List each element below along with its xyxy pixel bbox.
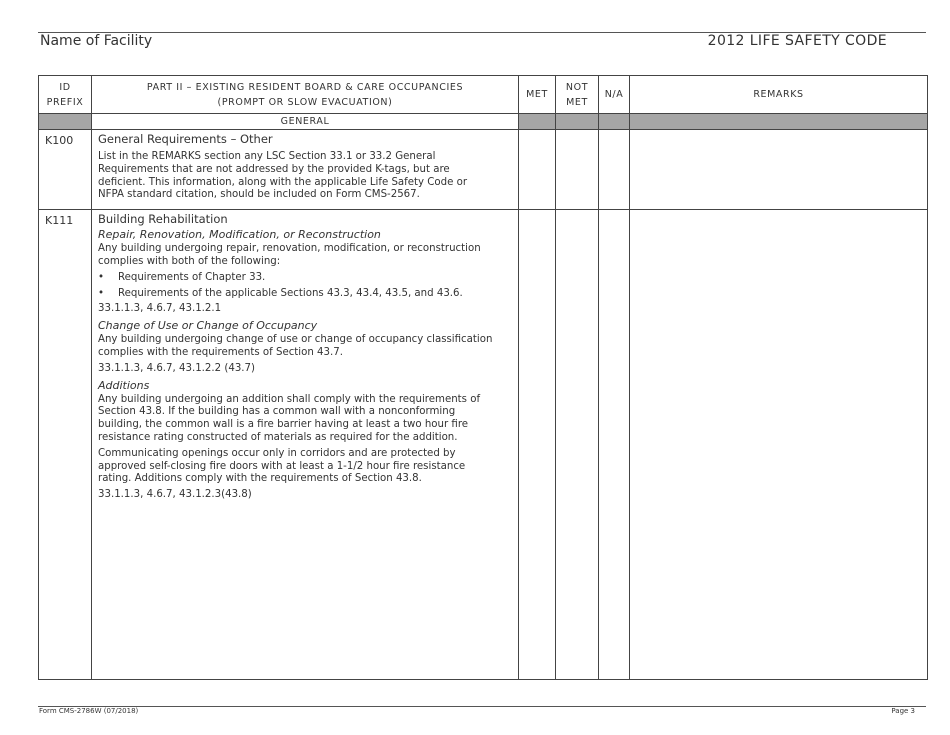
row-description: [92, 210, 519, 680]
paragraph: [98, 394, 514, 445]
section-fill: [599, 114, 630, 130]
form-id: Form CMS-2786W (07/2018): [39, 707, 139, 715]
text-line: rating. Additions comply with the requirements of Section 43.8.: [98, 473, 422, 485]
text-line: resistance rating constructed of materials as required for the addition.: [98, 431, 458, 443]
subheading: Additions: [98, 378, 150, 392]
col-part-title: [92, 76, 519, 114]
bullet-item: [98, 272, 514, 285]
met-cell[interactable]: [519, 210, 556, 680]
paragraph: [98, 334, 514, 360]
row-id: K111: [39, 210, 92, 680]
bullet-text: Requirements of Chapter 33.: [118, 271, 266, 283]
col-id-prefix: [39, 76, 92, 114]
na-cell[interactable]: [599, 130, 630, 210]
col-not-met: [556, 76, 599, 114]
text-line: Requirements that are not addressed by the provided K-tags, but are: [98, 163, 450, 175]
section-fill: [39, 114, 92, 130]
bullet-icon: •: [98, 271, 105, 283]
reference: 33.1.1.3, 4.6.7, 43.1.2.3(43.8): [98, 489, 252, 501]
table-row-k111: [39, 210, 928, 680]
text-line: Any building undergoing change of use or change of occupancy classification: [98, 334, 493, 346]
paragraph: [98, 243, 514, 269]
bullet-text: Requirements of the applicable Sections 43.3, 43.4, 43.5, and 43.6.: [118, 287, 463, 299]
page-number: Page 3: [891, 707, 915, 715]
text-line: Any building undergoing an addition shall comply with the requirements of: [98, 393, 481, 405]
inspection-table: [38, 75, 928, 680]
reference: 33.1.1.3, 4.6.7, 43.1.2.2 (43.7): [98, 362, 255, 374]
row-id: K100: [39, 130, 92, 210]
col-met: MET: [519, 76, 556, 114]
col-na: N/A: [599, 76, 630, 114]
paragraph: [98, 448, 514, 486]
subheading: Change of Use or Change of Occupancy: [98, 319, 318, 333]
text-line: Communicating openings occur only in corridors and are protected by: [98, 447, 456, 459]
item-text: [98, 151, 514, 202]
bullet-icon: •: [98, 287, 105, 299]
remarks-cell[interactable]: [630, 210, 928, 680]
text-line: List in the REMARKS section any LSC Section 33.1 or 33.2 General: [98, 151, 436, 162]
code-title: 2012 LIFE SAFETY CODE: [707, 33, 887, 49]
col-id-line1: ID: [59, 81, 71, 93]
text-line: building, the common wall is a fire barrier having at least a two hour fire: [98, 419, 469, 431]
col-id-line2: PREFIX: [46, 96, 84, 108]
section-fill: [519, 114, 556, 130]
text-line: approved self-closing fire doors with at least a 1-1/2 hour fire resistance: [98, 460, 466, 472]
reference: 33.1.1.3, 4.6.7, 43.1.2.1: [98, 303, 222, 315]
item-title: Building Rehabilitation: [98, 212, 228, 227]
text-line: NFPA standard citation, should be included on Form CMS-2567.: [98, 189, 420, 201]
met-cell[interactable]: [519, 130, 556, 210]
col-remarks: REMARKS: [630, 76, 928, 114]
na-cell[interactable]: [599, 210, 630, 680]
text-line: complies with both of the following:: [98, 255, 281, 267]
facility-name-label: Name of Facility: [40, 33, 153, 49]
text-line: complies with the requirements of Section 43.7.: [98, 346, 343, 358]
text-line: deficient. This information, along with the applicable Life Safety Code or: [98, 176, 468, 188]
section-fill: [630, 114, 928, 130]
text-line: Any building undergoing repair, renovation, modification, or reconstruction: [98, 243, 481, 255]
table-row-k100: [39, 130, 928, 210]
bullet-item: [98, 288, 514, 301]
text-line: Section 43.8. If the building has a common wall with a nonconforming: [98, 406, 456, 418]
col-part-line1: PART II – EXISTING RESIDENT BOARD & CARE OCCUPANCIES: [146, 81, 464, 93]
subheading: Repair, Renovation, Modification, or Reconstruction: [98, 228, 381, 242]
item-title: General Requirements – Other: [98, 132, 273, 146]
remarks-cell[interactable]: [630, 130, 928, 210]
col-not-met-line2: MET: [566, 96, 588, 108]
col-not-met-line1: NOT: [565, 81, 589, 93]
bottom-rule: [38, 706, 926, 707]
not-met-cell[interactable]: [556, 130, 599, 210]
section-label: GENERAL: [92, 114, 519, 130]
row-description: [92, 130, 519, 210]
section-fill: [556, 114, 599, 130]
table-header-row: [39, 76, 928, 114]
col-part-line2: (PROMPT OR SLOW EVACUATION): [217, 96, 393, 108]
not-met-cell[interactable]: [556, 210, 599, 680]
section-row-general: [39, 114, 928, 130]
